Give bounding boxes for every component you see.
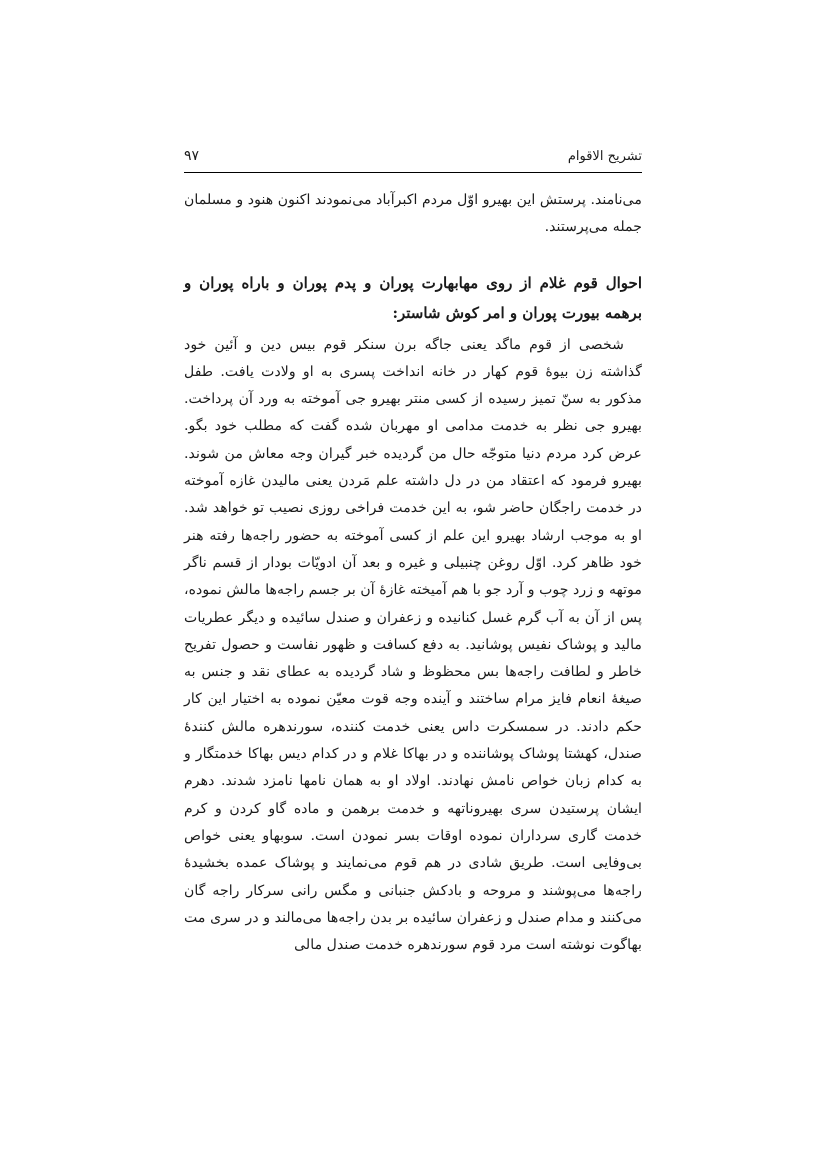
running-header bbox=[184, 148, 642, 173]
page-number: ۹۷ bbox=[184, 148, 200, 164]
running-title: تشریح الاقوام bbox=[567, 149, 642, 164]
section-heading: احوال قوم غلام از روی مهابهارت پوران و پدم پوران و باراه پوران و برهمه بیورت پوران و امر کوش شاستر: bbox=[184, 273, 642, 322]
body-paragraph: شخصی از قوم ماگد یعنی جاگه برن سنکر قوم بیس دین و آئین خود گذاشته زن بیوهٔ قوم کهار در خانه انداخت پسری به او ولادت یافت. طفل مذکور به سنّ تمیز رسیده از کسی منتر بهیرو جی آموخته به ورد آن پرداخت. بهیرو جی نظر به خدمت مدامی او مهربان شده گفت که مطلب خود بگو. عرض کرد مردم دنیا متوجّه حال من گردیده خبر گیران وجه معاش من شوند. بهیرو فرمود که اعتقاد من در دل داشته علم مَردن یعنی مالیدن غازه آموخته در خدمت راجگان حاضر شو، به این خدمت فراخی روزی نصیب تو خواهد شد. او به موجب ارشاد بهیرو این علم از کسی آموخته به حضور راجه‌ها رفته هنر خود ظاهر کرد. اوّل روغن چنبیلی و غیره و بعد آن ادویّات بودار از قسم ناگر موتهه و زرد چوب و آرد جو با هم آمیخته غازهٔ آن بر جسم راجه‌ها مالش نموده، پس از آن به آب گرم غسل کنانیده و زعفران و صندل سائیده و دیگر عطریات مالید و پوشاک نفیس پوشانید. به دفع کسافت و ظهور نفاست و حصول تفریح خاطر و لطافت راجه‌ها بس محظوظ و شاد گردیده به عطای نقد و جنس به صیغهٔ انعام فایز مرام ساختند و آینده وجه قوت معیّن نموده به اختیار این کار حکم دادند. در سمسکرت داس یعنی خدمت کننده، سورندهره مالش کنندهٔ صندل، کهشتا پوشاک پوشاننده و در بهاکا غلام و در کدام دیس بهاکا خدمتگار و به کدام زبان خواص نامش نهادند. اولاد او به همان نامها نامزد شدند. دهرم ایشان پرستیدن سری بهیروناتهه و خدمت برهمن و ماده گاو کردن و کرم خدمت گاری سرداران نموده اوقات بسر نمودن است. سوبهاو یعنی خواص بی‌وفایی است. طریق شادی در هم قوم می‌نمایند و پوشاک عمده بخشیدهٔ راجه‌ها می‌پوشند و مروحه و بادکش جنبانی و مگس رانی سرکار راجه گان می‌کنند و مدام صندل و زعفران سائیده بر بدن راجه‌ها می‌مالند و در سری مت بهاگوت نوشته است مرد قوم سورندهره خدمت صندل مالی bbox=[184, 336, 642, 954]
opening-paragraph: می‌نامند. پرستش این بهیرو اوّل مردم اکبرآباد می‌نمودند اکنون هنود و مسلمان جمله می‌پرستند. bbox=[184, 192, 642, 236]
book-page bbox=[184, 148, 642, 959]
